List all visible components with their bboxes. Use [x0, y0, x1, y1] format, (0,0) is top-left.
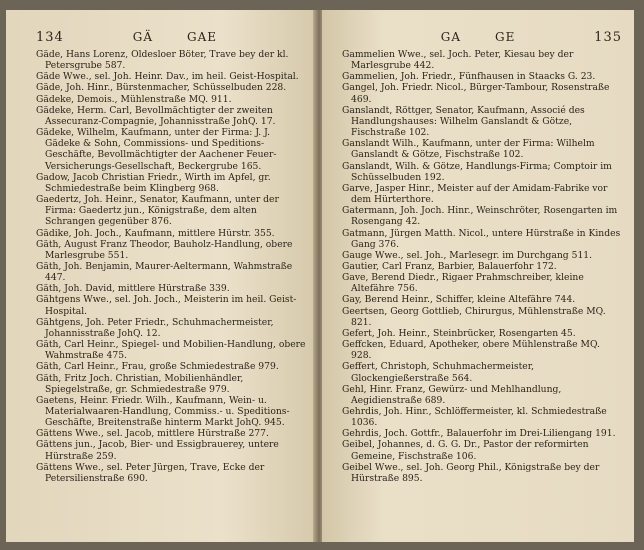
directory-entry: Garve, Jasper Hinr., Meister auf der Amidam-Fabrike vor dem Hürterthore. — [342, 182, 608, 206]
directory-entry: Gautier, Carl Franz, Barbier, Balauerfohr 172. — [342, 260, 557, 272]
directory-entry: Gangel, Joh. Friedr. Nicol., Bürger-Tambour, Rosenstraße 469. — [342, 82, 610, 105]
directory-entry: Gähtgens, Joh. Peter Friedr., Schuhmachermeister, Johannisstraße JohQ. 12. — [36, 316, 274, 339]
directory-entry: Gättens Wwe., sel. Peter Jürgen, Trave, Ecke der Petersilienstraße 690. — [36, 461, 265, 484]
right-header-right: GE — [495, 30, 516, 44]
directory-entry: Gäth, Carl Heinr., Frau, große Schmiedestraße 979. — [36, 361, 279, 373]
directory-entry: Gehrdis, Joh. Hinr., Schlöffermeister, kl. Schmiedestraße 1036. — [342, 406, 607, 429]
directory-entry: Geffcken, Eduard, Apotheker, obere Mühlenstraße MQ. 928. — [342, 339, 600, 362]
directory-entry: Gauge Wwe., sel. Joh., Marlesegr. im Durchgang 511. — [342, 249, 593, 261]
directory-entry: Geertsen, Georg Gottlieb, Chirurgus, Mühlenstraße MQ. 821. — [342, 305, 606, 328]
directory-entry: Gammelien, Joh. Friedr., Fünfhausen in Staacks G. 23. — [342, 71, 596, 83]
right-header-left: GA — [440, 30, 462, 44]
directory-entry: Gatmann, Jürgen Matth. Nicol., untere Hürstraße in Kindes Gang 376. — [342, 227, 621, 250]
directory-entry: Gäde Wwe., sel. Joh. Heinr. Dav., im heil. Geist-Hospital. — [36, 71, 299, 83]
directory-entry: Gefert, Joh. Heinr., Steinbrücker, Rosengarten 45. — [342, 327, 576, 339]
directory-entry: Gay, Berend Heinr., Schiffer, kleine Altefähre 744. — [342, 294, 576, 306]
directory-entry: Ganslandt, Wilh. & Götze, Handlungs-Firma; Comptoir im Schüsselbuden 192. — [342, 160, 612, 183]
left-entries — [36, 49, 306, 484]
right-page-header — [342, 30, 622, 46]
directory-entry: Gadow, Jacob Christian Friedr., Wirth im Apfel, gr. Schmiedestraße beim Klingberg 968. — [36, 171, 271, 194]
directory-entry: Gädeke, Wilhelm, Kaufmann, unter der Firma: J. J. Gädeke & Sohn, Commissions- und Speditions-Geschäfte, Bevollmächtigter der Aachener Feuer-Versicherungs-Gesellschaft, Beckergrube 165. — [36, 127, 277, 172]
left-header-left: GÄ — [132, 30, 154, 44]
right-entries — [342, 49, 622, 484]
directory-entry: Ganslandt Wilh., Kaufmann, unter der Firma: Wilhelm Ganslandt & Götze, Fischstraße 102. — [342, 138, 595, 161]
right-running-head — [362, 30, 594, 44]
directory-entry: Gäde, Hans Lorenz, Oldesloer Böter, Trave bey der kl. Petersgrube 587. — [36, 49, 289, 72]
directory-entry: Gäth, August Franz Theodor, Bauholz-Handlung, obere Marlesgrube 551. — [36, 238, 293, 261]
directory-entry: Geibel Wwe., sel. Joh. Georg Phil., Königstraße bey der Hürstraße 895. — [342, 461, 600, 484]
left-page-header — [36, 30, 306, 46]
directory-entry: Gädike, Joh. Joch., Kaufmann, mittlere Hürstr. 355. — [36, 227, 275, 239]
directory-entry: Geffert, Christoph, Schuhmachermeister, Glockengießerstraße 564. — [342, 361, 535, 384]
directory-entry: Gaedertz, Joh. Heinr., Senator, Kaufmann, unter der Firma: Gaedertz jun., Königstraße, dem alten Schrangen gegenüber 876. — [36, 194, 279, 228]
left-header-right: GAE — [187, 30, 218, 44]
directory-entry: Gave, Berend Diedr., Rigaer Prahmschreiber, kleine Altefähre 756. — [342, 272, 584, 295]
directory-entry: Gättens jun., Jacob, Bier- und Essigbrauerey, untere Hürstraße 259. — [36, 439, 279, 462]
directory-entry: Ganslandt, Röttger, Senator, Kaufmann, Associé des Handlungshauses: Wilhelm Ganslandt & Götze, Fischstraße 102. — [342, 104, 585, 139]
directory-entry: Gäde, Joh. Hinr., Bürstenmacher, Schüsselbuden 228. — [36, 82, 287, 94]
left-page — [6, 10, 316, 542]
directory-entry: Gäth, Joh. Benjamin, Maurer-Aeltermann, Wahmstraße 447. — [36, 260, 293, 284]
directory-entry: Gäth, Fritz Joch. Christian, Mobilienhändler, Spiegelstraße, gr. Schmiedestraße 979. — [36, 372, 244, 395]
directory-entry: Gehrdis, Joch. Gottfr., Balauerfohr im Drei-Liliengang 191. — [342, 428, 616, 440]
directory-entry: Gättens Wwe., sel. Jacob, mittlere Hürstraße 277. — [36, 428, 269, 440]
directory-entry: Gammelien Wwe., sel. Joch. Peter, Kiesau bey der Marlesgrube 442. — [342, 49, 574, 72]
left-running-head — [64, 30, 286, 44]
directory-entry: Gähtgens Wwe., sel. Joh. Joch., Meisterin im heil. Geist-Hospital. — [36, 294, 297, 317]
directory-entry: Gäth, Carl Heinr., Spiegel- und Mobilien-Handlung, obere Wahmstraße 475. — [36, 339, 306, 362]
directory-entry: Gädeke, Demois., Mühlenstraße MQ. 911. — [36, 93, 232, 105]
right-page-number: 135 — [594, 30, 622, 45]
directory-entry: Gädeke, Herm. Carl, Bevollmächtigter der zweiten Assecuranz-Compagnie, Johannisstraße JohQ. 17. — [36, 104, 276, 127]
right-page — [322, 10, 634, 542]
left-page-number: 134 — [36, 30, 64, 45]
directory-entry: Gehl, Hinr. Franz, Gewürz- und Mehlhandlung, Aegidienstraße 689. — [342, 383, 562, 406]
directory-entry: Gatermann, Joh. Joch. Hinr., Weinschröter, Rosengarten im Rosengang 42. — [342, 205, 618, 228]
directory-entry: Gäth, Joh. David, mittlere Hürstraße 339. — [36, 283, 230, 295]
directory-entry: Gaetens, Heinr. Friedr. Wilh., Kaufmann, Wein- u. Materialwaaren-Handlung, Commiss.- u. Speditions-Geschäfte, Breitenstraße hinterm Markt JohQ. 945. — [36, 394, 290, 429]
directory-entry: Geibel, Johannes, d. G. G. Dr., Pastor der reformirten Gemeine, Fischstraße 106. — [342, 439, 589, 462]
